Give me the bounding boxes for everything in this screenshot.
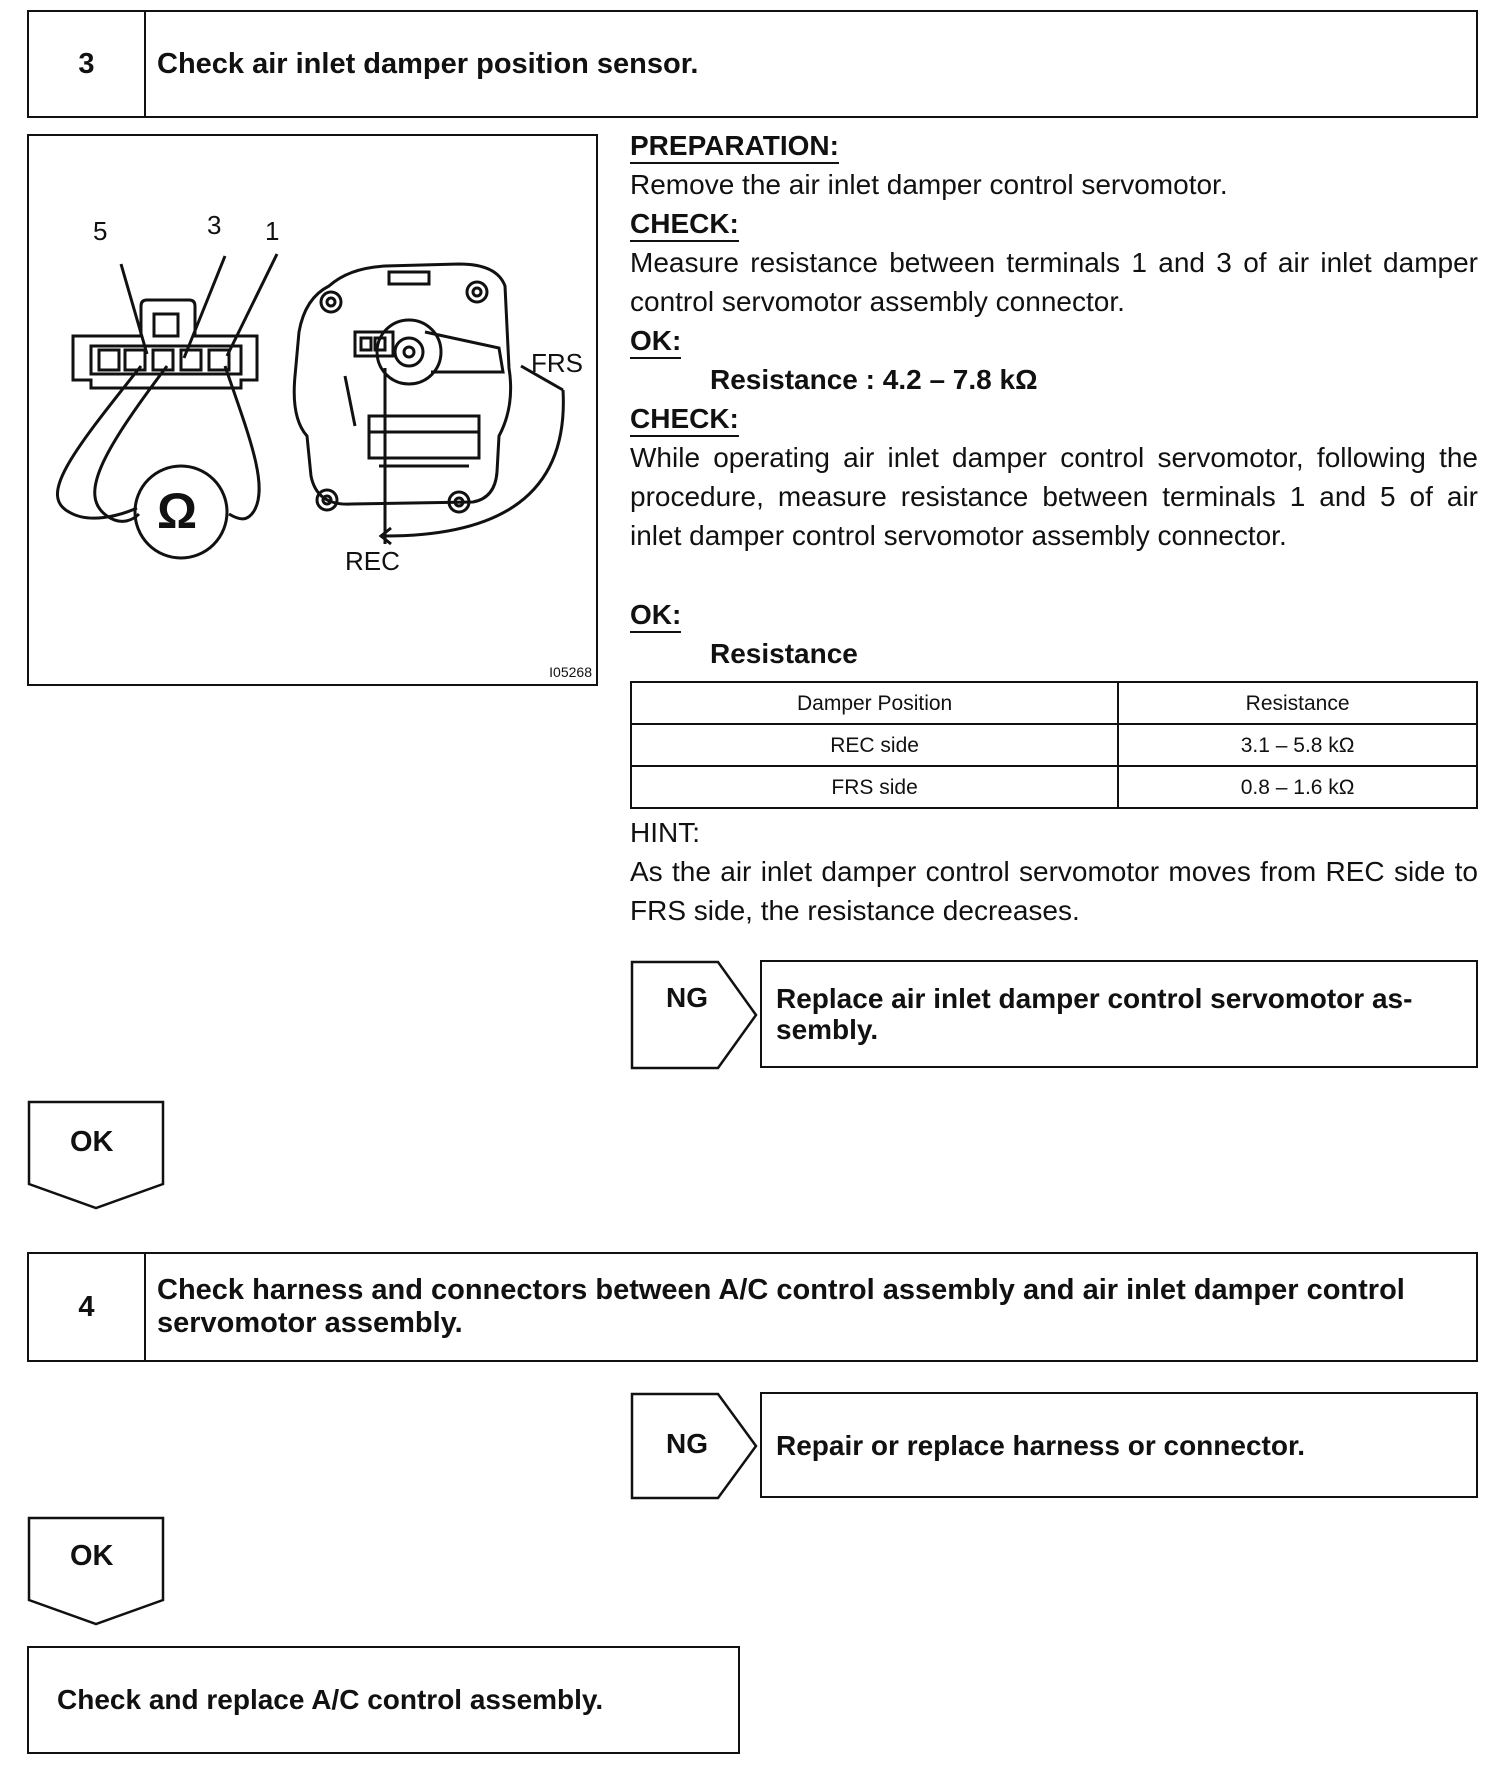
resistance-table [630,681,1478,809]
terminal-3-label: 3 [207,210,222,240]
ok-label-a: OK [70,1126,114,1158]
step-4-header [27,1252,1478,1362]
ok-2-heading: Resistance [710,638,858,669]
servomotor-figure [27,134,598,686]
check-2-text: While operating air inlet damper control servomotor, following the procedure, measure resistance between terminals 1 and 5 of air inlet damper control servomotor assembly connector. [630,442,1478,551]
table-cell: 3.1 – 5.8 kΩ [1118,724,1477,766]
ok-label-b: OK [70,1540,114,1572]
servomotor-diagram [29,136,596,684]
ng-result-2: Repair or replace harness or connector. [760,1392,1478,1498]
check-1-text: Measure resistance between terminals 1 and 3 of air inlet damper control servomotor assembly connector. [630,247,1478,317]
hint-label: HINT: [630,817,700,848]
step-3-title: Check air inlet damper position sensor. [157,47,699,80]
table-row [631,766,1477,808]
step-3-header [27,10,1478,118]
table-row [631,724,1477,766]
figure-id: I05268 [549,664,592,680]
check-1-label: CHECK: [630,207,739,242]
ok-1-spec: Resistance : 4.2 – 7.8 kΩ [710,364,1038,395]
frs-label: FRS [531,348,583,378]
ng-label-1: NG [666,982,708,1013]
hint-text: As the air inlet damper control servomotor moves from REC side to FRS side, the resistance decreases. [630,856,1478,926]
ng-result-1: Replace air inlet damper control servomotor as- sembly. [760,960,1478,1068]
preparation-label: PREPARATION: [630,129,839,164]
table-cell: FRS side [631,766,1118,808]
table-header-row [631,682,1477,724]
step-3-number: 3 [29,12,146,116]
ng-arrow-1 [630,960,760,1070]
ng-label-2: NG [666,1428,708,1459]
table-header-cell: Damper Position [631,682,1118,724]
instructions [630,126,1478,930]
table-cell: REC side [631,724,1118,766]
table-cell: 0.8 – 1.6 kΩ [1118,766,1477,808]
ok-1-label: OK: [630,324,681,359]
terminal-1-label: 1 [265,216,280,246]
rec-label: REC [345,546,400,576]
preparation-text: Remove the air inlet damper control servomotor. [630,169,1228,200]
step-4-title: Check harness and connectors between A/C control assembly and air inlet damper control servomotor assembly. [157,1274,1405,1339]
step-4-number: 4 [29,1254,146,1360]
check-2-label: CHECK: [630,402,739,437]
terminal-5-label: 5 [93,216,108,246]
table-header-cell: Resistance [1118,682,1477,724]
final-action-box: Check and replace A/C control assembly. [27,1646,740,1754]
ok-2-label: OK: [630,598,681,633]
ohm-icon: Ω [157,483,198,539]
